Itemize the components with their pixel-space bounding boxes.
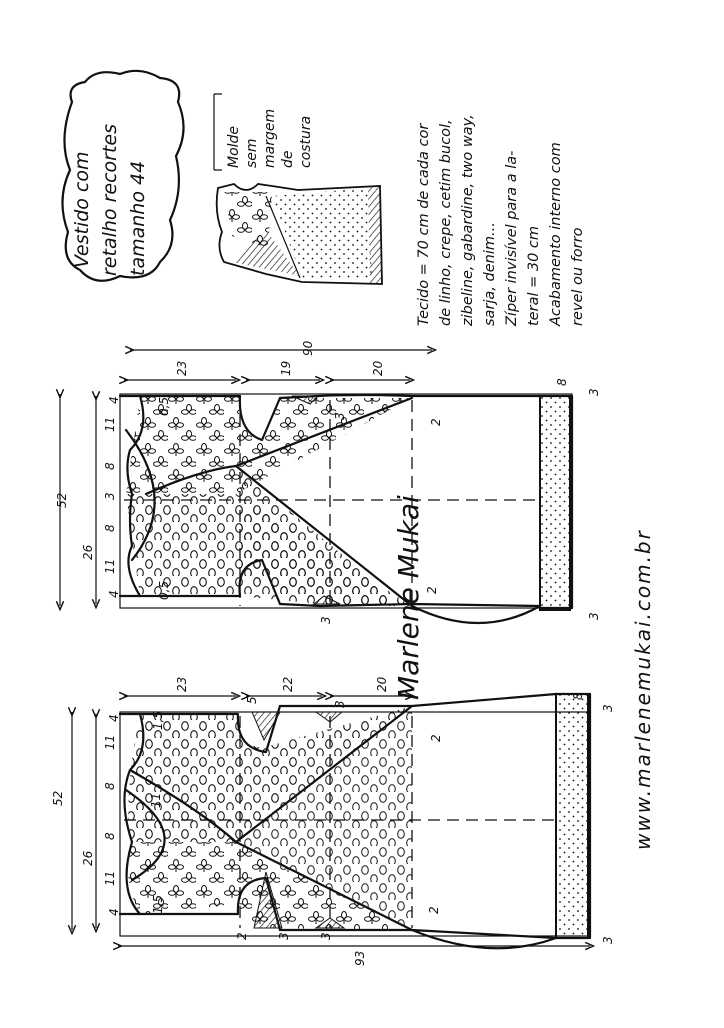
back-dim-side-b: 4 — [107, 590, 121, 598]
fabric-note-7: Acabamento interno com — [548, 142, 564, 326]
title-line1: Vestido com — [71, 151, 93, 268]
back-dim-neck-e: 11 — [103, 558, 117, 574]
website-url: www.marlenemukai.com.br — [631, 529, 655, 850]
back-dim-hem: 8 — [555, 378, 569, 386]
back-dim-armhole: 19 — [279, 360, 293, 376]
front-pattern — [51, 676, 615, 966]
front-dim-neck-b: 8 — [103, 782, 117, 790]
front-dim-dart-b: 3 — [333, 700, 347, 708]
front-dim-hem-a: 3 — [601, 704, 615, 712]
back-dim-slope-a: 0,5 — [157, 396, 171, 416]
front-dim-side-b: 4 — [107, 908, 121, 916]
back-dim-width: 52 — [55, 492, 69, 508]
fabric-note-1: Tecido = 70 cm de cada cor — [416, 123, 432, 326]
fabric-note-4: sarja, denim... — [482, 222, 498, 326]
front-dim-width: 52 — [51, 790, 65, 806]
back-dim-neck-c: 3 — [103, 492, 117, 500]
title-line2: retalho recortes — [99, 124, 121, 276]
back-pattern — [55, 340, 601, 624]
molde-line3: margem — [262, 108, 278, 168]
fabric-note-3: zibeline, gabardine, two way, — [460, 114, 476, 326]
fabric-note-2: de linho, crepe, cetim bucol, — [438, 119, 454, 326]
signature: Marlene Mukai — [392, 495, 425, 700]
front-dim-dart-d: 3 — [319, 932, 333, 940]
back-dim-hem-b: 3 — [587, 612, 601, 620]
front-dim-armhole: 22 — [281, 676, 295, 692]
back-dim-half: 26 — [81, 544, 95, 560]
back-dim-neck-b: 8 — [103, 462, 117, 470]
fabric-note-5: Zíper invisível para a la- — [504, 150, 520, 326]
front-dim-bust-b: 2 — [427, 906, 441, 914]
back-dim-hem-a: 3 — [587, 388, 601, 396]
back-dim-dart-b: 2 — [425, 586, 439, 594]
front-dim-neck-e: 11 — [103, 870, 117, 886]
front-dim-dart-e: 2 — [235, 932, 249, 940]
front-dim-slope-b: 1,5 — [151, 894, 165, 914]
front-dim-bust-a: 2 — [429, 734, 443, 742]
back-dim-hip: 20 — [371, 360, 385, 376]
dress-thumbnail — [217, 184, 382, 284]
molde-line2: sem — [244, 138, 260, 168]
back-dim-dart-d: 3 — [319, 616, 333, 624]
back-hem-band — [540, 396, 570, 610]
front-dim-slope-a: 1,5 — [151, 710, 165, 730]
molde-line5: costura — [298, 115, 314, 168]
front-hem-band — [556, 694, 588, 938]
fabric-note-8: revel ou forro — [570, 227, 586, 326]
molde-line4: de — [280, 150, 296, 168]
front-dim-hem: 8 — [571, 692, 585, 700]
back-dim-neck-a: 11 — [103, 416, 117, 432]
molde-bracket — [214, 94, 222, 170]
back-dim-side-a: 4 — [107, 396, 121, 404]
front-dim-dart-c: 3 — [277, 932, 291, 940]
front-dim-half: 26 — [81, 850, 95, 866]
front-dim-side-a: 4 — [107, 714, 121, 722]
back-dim-dart-a: 2 — [429, 418, 443, 426]
front-dim-hem-b: 3 — [601, 936, 615, 944]
back-dim-shoulder: 23 — [175, 360, 189, 376]
back-dim-dart-c: 3 — [333, 412, 347, 420]
fabric-note-6: teral = 30 cm — [526, 225, 542, 326]
back-dim-total: 90 — [301, 340, 315, 356]
front-dim-neck-a: 11 — [103, 734, 117, 750]
front-dim-shoulder: 23 — [175, 676, 189, 692]
front-dim-hip: 20 — [375, 676, 389, 692]
front-dim-neck-c: 11 — [149, 792, 163, 808]
front-dim-total: 93 — [353, 950, 367, 966]
front-dim-dart-a: 5 — [245, 696, 259, 704]
back-dim-neck-d: 8 — [103, 524, 117, 532]
title-line3: tamanho 44 — [127, 160, 149, 276]
molde-line1: Molde — [226, 125, 242, 168]
fabric-notes — [416, 114, 586, 327]
back-dim-slope-b: 0,5 — [157, 580, 171, 600]
front-dim-neck-d: 8 — [103, 832, 117, 840]
